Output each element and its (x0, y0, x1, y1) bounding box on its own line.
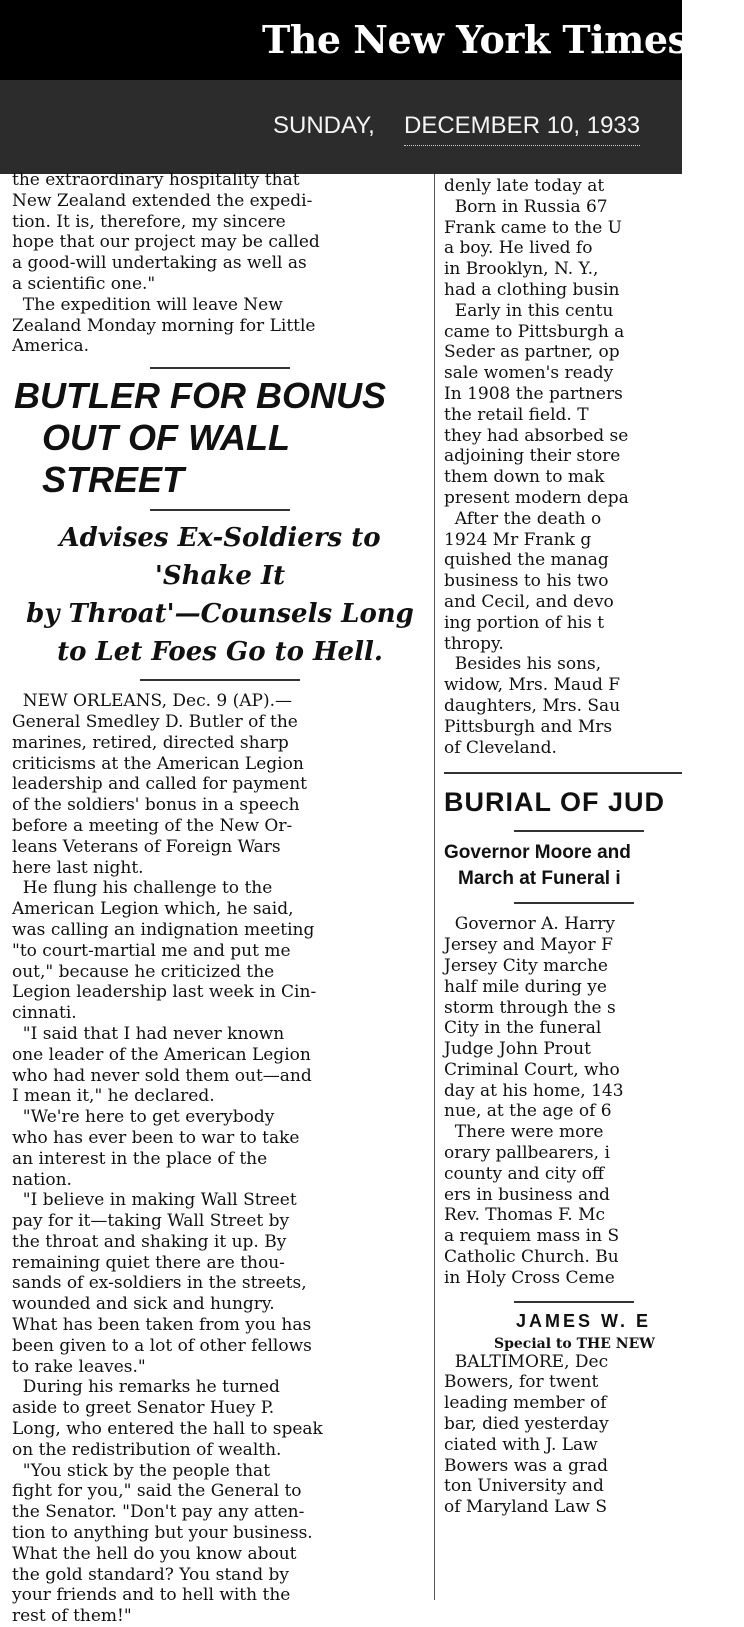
text-line: fight for you," said the General to (12, 1481, 302, 1502)
issue-date-link[interactable]: DECEMBER 10, 1933 (404, 108, 640, 146)
text-line: After the death o (444, 508, 602, 529)
text-line: Bowers was a grad (444, 1455, 608, 1476)
newspaper-page-scan (0, 170, 682, 1627)
text-line: Governor A. Harry (444, 914, 616, 935)
rule-divider (150, 509, 290, 511)
right-column (444, 174, 682, 1600)
text-line: What has been taken from you has (12, 1315, 312, 1336)
text-line: who has ever been to war to take (12, 1127, 300, 1148)
text-line: ers in business and (444, 1184, 610, 1205)
text-line: ing portion of his t (444, 612, 605, 633)
text-line: who had never sold them out—and (12, 1065, 312, 1086)
text-line: New Zealand extended the expedi- (12, 190, 313, 211)
paragraph (12, 1107, 428, 1190)
masthead (0, 0, 689, 80)
text-line: There were more (444, 1122, 604, 1143)
text-line: the gold standard? You stand by (12, 1564, 290, 1585)
text-line: cinnati. (12, 1003, 77, 1024)
date-bar (0, 80, 682, 174)
text-line: out," because he criticized the (12, 961, 275, 982)
text-line: sands of ex-soldiers in the streets, (12, 1273, 307, 1294)
obit-name: JAMES W. E (516, 1310, 652, 1331)
text-line: and Cecil, and devo (444, 591, 614, 612)
text-line: wounded and sick and hungry. (12, 1294, 275, 1315)
obituary-frank (444, 176, 744, 758)
text-line: adjoining their store (444, 446, 621, 467)
text-line: Frank came to the U (444, 217, 622, 238)
text-line: remaining quiet there are thou- (12, 1252, 285, 1273)
text-line: had a clothing busin (444, 279, 620, 300)
rule-divider (514, 830, 644, 832)
column-rule (434, 174, 435, 1600)
text-line: was calling an indignation meeting (12, 919, 315, 940)
text-line: county and city off (444, 1163, 604, 1184)
text-line: before a meeting of the New Or- (12, 815, 293, 836)
deck-line: March at Funeral i (458, 868, 621, 890)
rule-divider (514, 902, 634, 904)
paragraph (444, 654, 744, 758)
paragraph (444, 914, 744, 1122)
rule-divider (140, 679, 300, 681)
text-line: tion. It is, therefore, my sincere (12, 211, 286, 232)
text-line: Born in Russia 67 (444, 196, 608, 217)
rule-divider (150, 367, 290, 369)
text-line: What the hell do you know about (12, 1543, 297, 1564)
text-line: criticisms at the American Legion (12, 753, 304, 774)
deck-line: Governor Moore and (444, 842, 631, 864)
text-line: Rev. Thomas F. Mc (444, 1205, 606, 1226)
rule-divider (514, 1301, 634, 1303)
text-line: Criminal Court, who (444, 1059, 620, 1080)
text-line: Jersey and Mayor F (444, 935, 613, 956)
text-line: In 1908 the partners (444, 383, 623, 404)
paragraph (444, 197, 744, 301)
rule-divider (444, 772, 682, 774)
text-line: "I believe in making Wall Street (12, 1190, 297, 1211)
text-line: a scientific one." (12, 273, 156, 294)
text-line: Long, who entered the hall to speak (12, 1419, 323, 1440)
paragraph (12, 1190, 428, 1377)
text-line: NEW ORLEANS, Dec. 9 (AP).— (12, 691, 293, 712)
paragraph (444, 509, 744, 655)
text-line: marines, retired, directed sharp (12, 732, 289, 753)
deck (12, 519, 428, 671)
text-line: American Legion which, he said, (12, 899, 294, 920)
text-line: came to Pittsburgh a (444, 321, 625, 342)
text-line: "I said that I had never known (12, 1023, 285, 1044)
text-line: "We're here to get everybody (12, 1107, 275, 1128)
obit-body (444, 1352, 744, 1518)
paragraph (444, 176, 744, 197)
headline (12, 375, 428, 501)
text-line: in Brooklyn, N. Y., (444, 259, 599, 280)
text-line: thropy. (444, 633, 504, 654)
paragraph (12, 691, 428, 878)
day-of-week: SUNDAY, (273, 112, 375, 139)
text-line: General Smedley D. Butler of the (12, 711, 298, 732)
text-line: ciated with J. Law (444, 1434, 598, 1455)
text-line: of Cleveland. (444, 737, 557, 758)
burial-body (444, 914, 744, 1288)
text-line: an interest in the place of the (12, 1148, 268, 1169)
text-line: Zealand Monday morning for Little (12, 315, 316, 336)
text-line: half mile during ye (444, 976, 607, 997)
special-credit: Special to THE NEW (494, 1335, 655, 1352)
text-line: on the redistribution of wealth. (12, 1439, 282, 1460)
text-line: one leader of the American Legion (12, 1044, 311, 1065)
text-line: of the soldiers' bonus in a speech (12, 795, 300, 816)
text-line: to rake leaves." (12, 1356, 146, 1377)
text-line: Bowers, for twent (444, 1372, 599, 1393)
text-line: denly late today at (444, 176, 605, 196)
text-line: the Senator. "Don't pay any atten- (12, 1502, 305, 1523)
text-line: hope that our project may be called (12, 232, 320, 253)
text-line: daughters, Mrs. Sau (444, 695, 621, 716)
paragraph (12, 1461, 428, 1627)
text-line: here last night. (12, 857, 144, 878)
paragraph (444, 301, 744, 509)
text-line: a boy. He lived fo (444, 238, 593, 259)
article-body (12, 691, 428, 1627)
text-line: sale women's ready (444, 363, 614, 384)
text-line: Early in this centu (444, 300, 614, 321)
text-line: During his remarks he turned (12, 1377, 280, 1398)
text-line: Seder as partner, op (444, 342, 620, 363)
deck-line: by Throat'—Counsels Long (26, 599, 414, 630)
nyt-logo[interactable]: The New York Times (262, 17, 689, 62)
text-line: been given to a lot of other fellows (12, 1335, 312, 1356)
paragraph (12, 878, 428, 1024)
text-line: ton University and (444, 1476, 604, 1497)
text-line: day at his home, 143 (444, 1080, 624, 1101)
text-line: nation. (12, 1169, 72, 1190)
text-line: the throat and shaking it up. By (12, 1231, 287, 1252)
text-line: Besides his sons, (444, 654, 602, 675)
deck-line: to Let Foes Go to Hell. (57, 637, 383, 668)
text-line: bar, died yesterday (444, 1414, 609, 1435)
text-line: in Holy Cross Ceme (444, 1267, 615, 1288)
text-line: 1924 Mr Frank g (444, 529, 592, 550)
text-line: "You stick by the people that (12, 1460, 271, 1481)
paragraph (12, 1024, 428, 1107)
text-line: America. (12, 336, 90, 357)
paragraph (444, 1122, 744, 1288)
text-line: a requiem mass in S (444, 1226, 620, 1247)
right-column-inner (444, 176, 744, 1518)
text-line: a good-will undertaking as well as (12, 253, 307, 274)
text-line: aside to greet Senator Huey P. (12, 1398, 275, 1419)
text-line: Jersey City marche (444, 955, 608, 976)
intro-paragraph-2 (12, 295, 428, 357)
text-line: Legion leadership last week in Cin- (12, 982, 317, 1003)
deck-line: Advises Ex-Soldiers to 'Shake It (59, 523, 381, 592)
text-line: orary pallbearers, i (444, 1143, 610, 1164)
text-line: "to court-martial me and put me (12, 940, 291, 961)
text-line: Judge John Prout (444, 1039, 591, 1060)
text-line: He flung his challenge to the (12, 878, 273, 899)
text-line: tion to anything but your business. (12, 1523, 313, 1544)
text-line: City in the funeral (444, 1018, 602, 1039)
paragraph (12, 1377, 428, 1460)
burial-headline: BURIAL OF JUD (444, 787, 666, 818)
headline-line: BUTLER FOR BONUS (14, 375, 386, 417)
text-line: leading member of (444, 1393, 607, 1414)
intro-paragraph (12, 170, 428, 295)
text-line: BALTIMORE, Dec (444, 1351, 609, 1372)
text-line: pay for it—taking Wall Street by (12, 1211, 290, 1232)
text-line: they had absorbed se (444, 425, 629, 446)
left-column (12, 170, 428, 1627)
text-line: storm through the s (444, 997, 616, 1018)
text-line: nue, at the age of 6 (444, 1101, 612, 1122)
text-line: Catholic Church. Bu (444, 1247, 619, 1268)
text-line: your friends and to hell with the (12, 1585, 291, 1606)
burial-deck (444, 840, 744, 892)
text-line: the extraordinary hospitality that (12, 170, 300, 190)
text-line: Pittsburgh and Mrs (444, 716, 613, 737)
text-line: the retail field. T (444, 404, 589, 425)
text-line: rest of them!" (12, 1606, 132, 1627)
text-line: I mean it," he declared. (12, 1086, 215, 1107)
text-line: of Maryland Law S (444, 1497, 608, 1518)
text-line: widow, Mrs. Maud F (444, 675, 621, 696)
text-line: them down to mak (444, 467, 605, 488)
text-line: leadership and called for payment (12, 774, 307, 795)
headline-line: OUT OF WALL STREET (42, 417, 290, 501)
text-line: quished the manag (444, 550, 609, 571)
text-line: The expedition will leave New (12, 294, 283, 315)
text-line: business to his two (444, 571, 609, 592)
text-line: present modern depa (444, 487, 629, 508)
text-line: leans Veterans of Foreign Wars (12, 836, 281, 857)
